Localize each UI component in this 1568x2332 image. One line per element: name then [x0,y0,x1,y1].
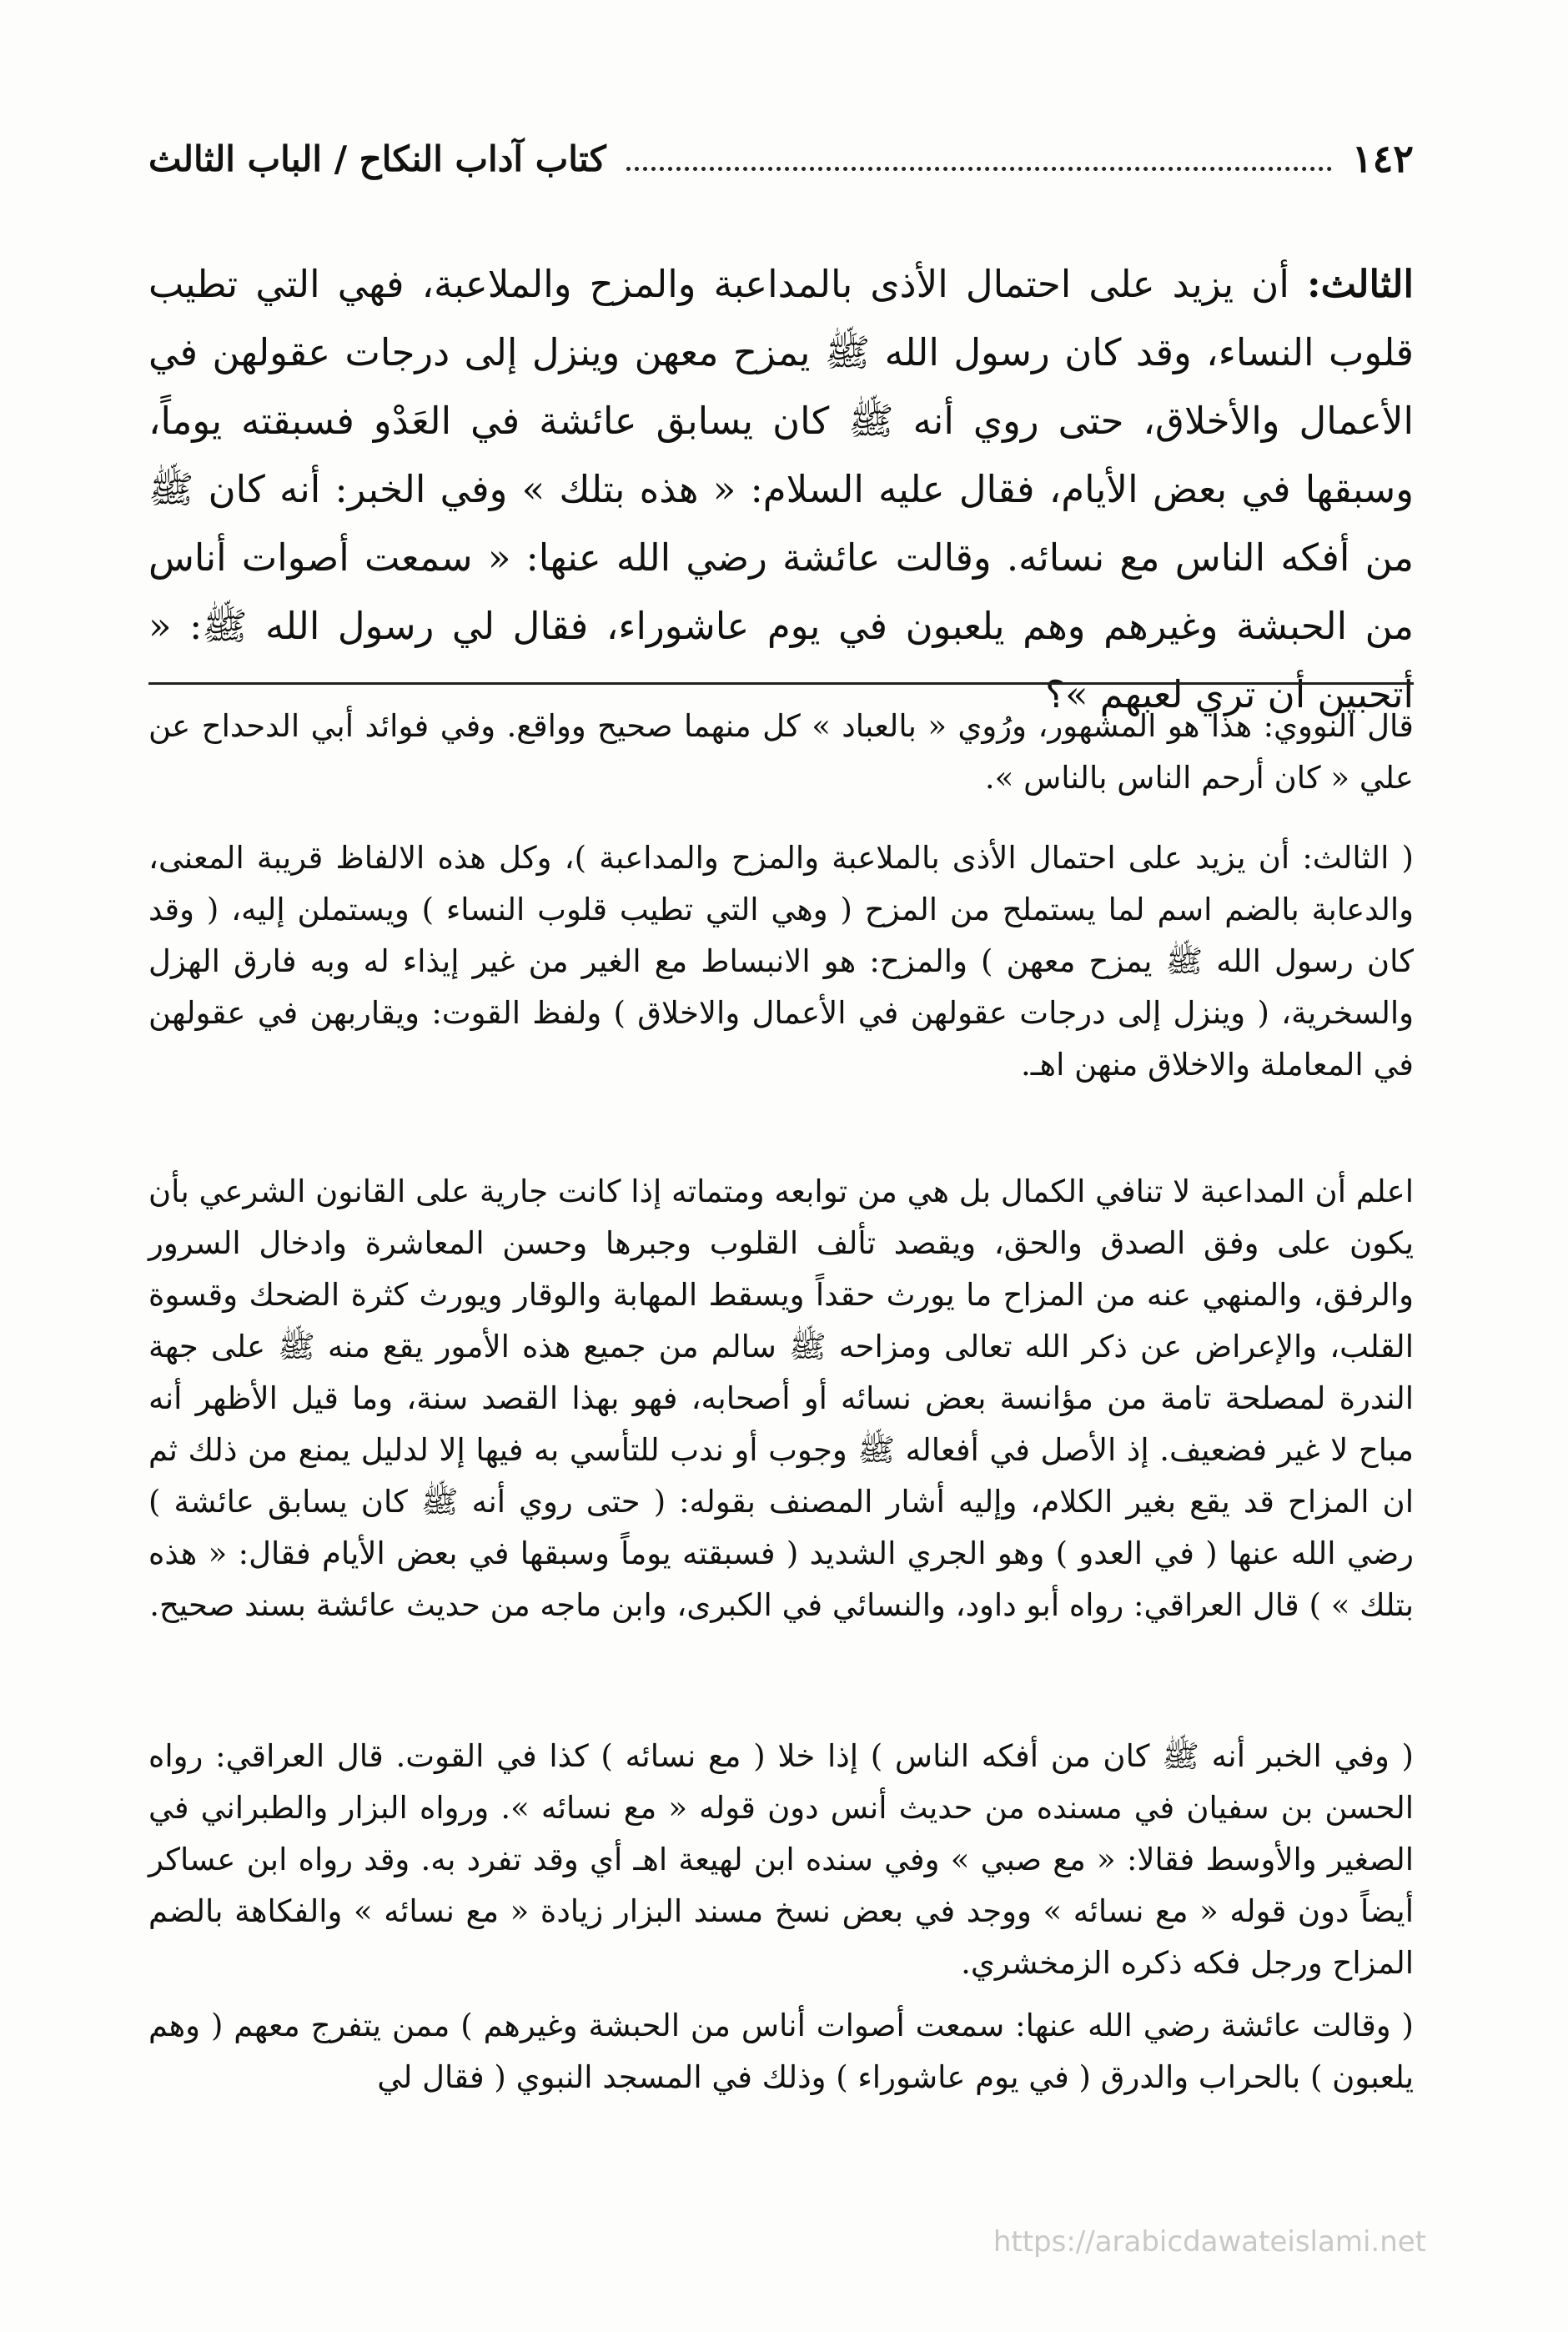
source-watermark: https://arabicdawateislami.net [993,2225,1426,2259]
commentary-paragraph: ( وفي الخبر أنه ﷺ كان من أفكه الناس ) إذا خلا ( مع نسائه ) كذا في القوت. قال العراقي: رواه الحسن بن سفيان في مسنده من حديث أنس دون قوله « مع نسائه ». ورواه البزار والطبراني في الصغير والأوسط فقالا: « مع صبي » وفي سنده ابن لهيعة اهـ أي وقد تفرد به. وقد رواه ابن عساكر أيضاً دون قوله « مع نسائه » ووجد في بعض نسخ مسند البزار زيادة « مع نسائه » والفكاهة بالضم المزاح ورجل فكه ذكره الزمخشري. [148,1738,1415,1981]
commentary-section-4 [148,2000,1414,2103]
main-body: أن يزيد على احتمال الأذى بالمداعبة والمزح والملاعبة، فهي التي تطيب قلوب النساء، وقد كان رسول الله ﷺ يمزح معهن وينزل إلى درجات عقولهن في الأعمال والأخلاق، حتى روي أنه ﷺ كان يسابق عائشة في العَدْو فسبقته يوماً، وسبقها في بعض الأيام، فقال عليه السلام: « هذه بتلك » وفي الخبر: أنه كان ﷺ من أفكه الناس مع نسائه. وقالت عائشة رضي الله عنها: « سمعت أصوات أناس من الحبشة وغيرهم وهم يلعبون في يوم عاشوراء، فقال لي رسول الله ﷺ: « أتحبين أن تري لعبهم »؟ [148,262,1414,716]
commentary-section-3 [148,1731,1414,1989]
running-title: كتاب آداب النكاح / الباب الثالث [148,138,606,179]
commentary-section-2 [148,1166,1414,1631]
page-header [148,125,1414,192]
main-paragraph [148,250,1414,729]
page-number: ١٤٢ [1351,136,1414,181]
header-dotted-leader [626,147,1332,171]
commentary-paragraph: ( الثالث: أن يزيد على احتمال الأذى بالملاعبة والمزح والمداعبة )، وكل هذه الالفاظ قريبة المعنى، والدعابة بالضم اسم لما يستملح من المزح ( وهي التي تطيب قلوب النساء ) ويستملن إليه، ( وقد كان رسول الله ﷺ يمزح معهن ) والمزح: هو الانبساط مع الغير من غير إيذاء له وبه فارق الهزل والسخرية، ( وينزل إلى درجات عقولهن في الأعمال والاخلاق ) ولفظ القوت: ويقاربهن في عقولهن في المعاملة والاخلاق منهن اهـ. [148,840,1414,1083]
commentary-paragraph: قال النووي: هذا هو المشهور، ورُوي « بالعباد » كل منهما صحيح وواقع. وفي فوائد أبي الدحداح عن علي « كان أرحم الناس بالناس ». [148,708,1414,796]
main-text [148,250,1414,729]
footnote-divider [148,682,1414,685]
commentary-paragraph: اعلم أن المداعبة لا تنافي الكمال بل هي من توابعه ومتماته إذا كانت جارية على القانون الشرعي بأن يكون على وفق الصدق والحق، ويقصد تألف القلوب وجبرها وحسن المعاشرة وادخال السرور والرفق، والمنهي عنه من المزاح ما يورث حقداً ويسقط المهابة والوقار ويورث كثرة الضحك وقسوة القلب، والإعراض عن ذكر الله تعالى ومزاحه ﷺ سالم من جميع هذه الأمور يقع منه ﷺ على جهة الندرة لمصلحة تامة من مؤانسة بعض نسائه أو أصحابه، فهو بهذا القصد سنة، وما قيل الأظهر أنه مباح لا غير فضعيف. إذ الأصل في أفعاله ﷺ وجوب أو ندب للتأسي به فيها إلا لدليل يمنع من ذلك ثم ان المزاح قد يقع بغير الكلام، وإليه أشار المصنف بقوله: ( حتى روي أنه ﷺ كان يسابق عائشة ) رضي الله عنها ( في العدو ) وهو الجري الشديد ( فسبقته يوماً وسبقها في بعض الأيام فقال: « هذه بتلك » ) قال العراقي: رواه أبو داود، والنسائي في الكبرى، وابن ماجه من حديث عائشة بسند صحيح. [148,1174,1414,1623]
commentary-note [148,701,1414,804]
main-lead: الثالث: [1306,262,1414,306]
commentary-paragraph: ( وقالت عائشة رضي الله عنها: سمعت أصوات أناس من الحبشة وغيرهم ) ممن يتفرج معهم ( وهم يلعبون ) بالحراب والدرق ( في يوم عاشوراء ) وذلك في المسجد النبوي ( فقال لي [148,2008,1414,2095]
commentary-section-1 [148,832,1414,1091]
